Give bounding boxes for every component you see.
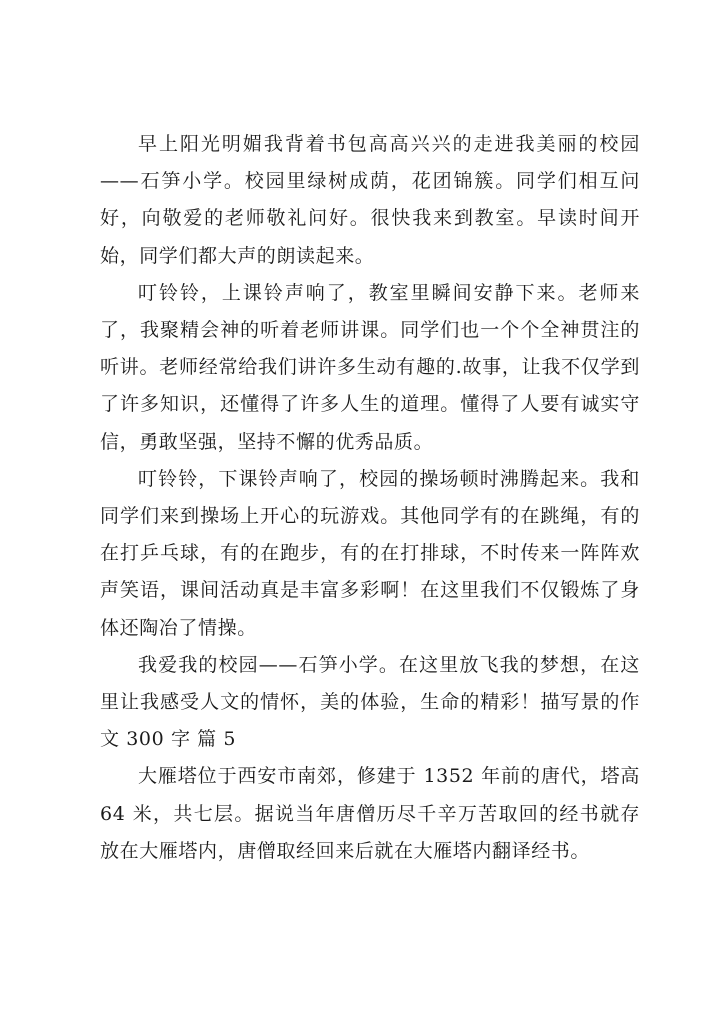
paragraph-5: 大雁塔位于西安市南郊，修建于 1352 年前的唐代，塔高 64 米，共七层。据说当年唐僧历尽千辛万苦取回的经书就存放在大雁塔内，唐僧取经回来后就在大雁塔内翻译经书。 bbox=[100, 765, 640, 862]
paragraph-3: 叮铃铃，下课铃声响了，校园的操场顿时沸腾起来。我和同学们来到操场上开心的玩游戏。其他同学有的在跳绳，有的在打乒乓球，有的在跑步，有的在打排球，不时传来一阵阵欢声笑语，课间活动真是丰富多彩啊！在这里我们不仅锻炼了身体还陶冶了情操。 bbox=[100, 467, 640, 639]
paragraph-1: 早上阳光明媚我背着书包高高兴兴的走进我美丽的校园——石笋小学。校园里绿树成荫，花团锦簇。同学们相互问好，向敬爱的老师敬礼问好。很快我来到教室。早读时间开始，同学们都大声的朗读起来。 bbox=[100, 133, 640, 267]
document-body bbox=[100, 126, 640, 870]
paragraph-4: 我爱我的校园——石笋小学。在这里放飞我的梦想，在这里让我感受人文的情怀，美的体验，生命的精彩！描写景的作文 300 字 篇 5 bbox=[100, 653, 640, 751]
paragraph-2: 叮铃铃，上课铃声响了，教室里瞬间安静下来。老师来了，我聚精会神的听着老师讲课。同学们也一个个全神贯注的听讲。老师经常给我们讲许多生动有趣的.故事，让我不仅学到了许多知识，还懂得了许多人生的道理。懂得了人要有诚实守信，勇敢坚强，坚持不懈的优秀品质。 bbox=[100, 281, 640, 453]
